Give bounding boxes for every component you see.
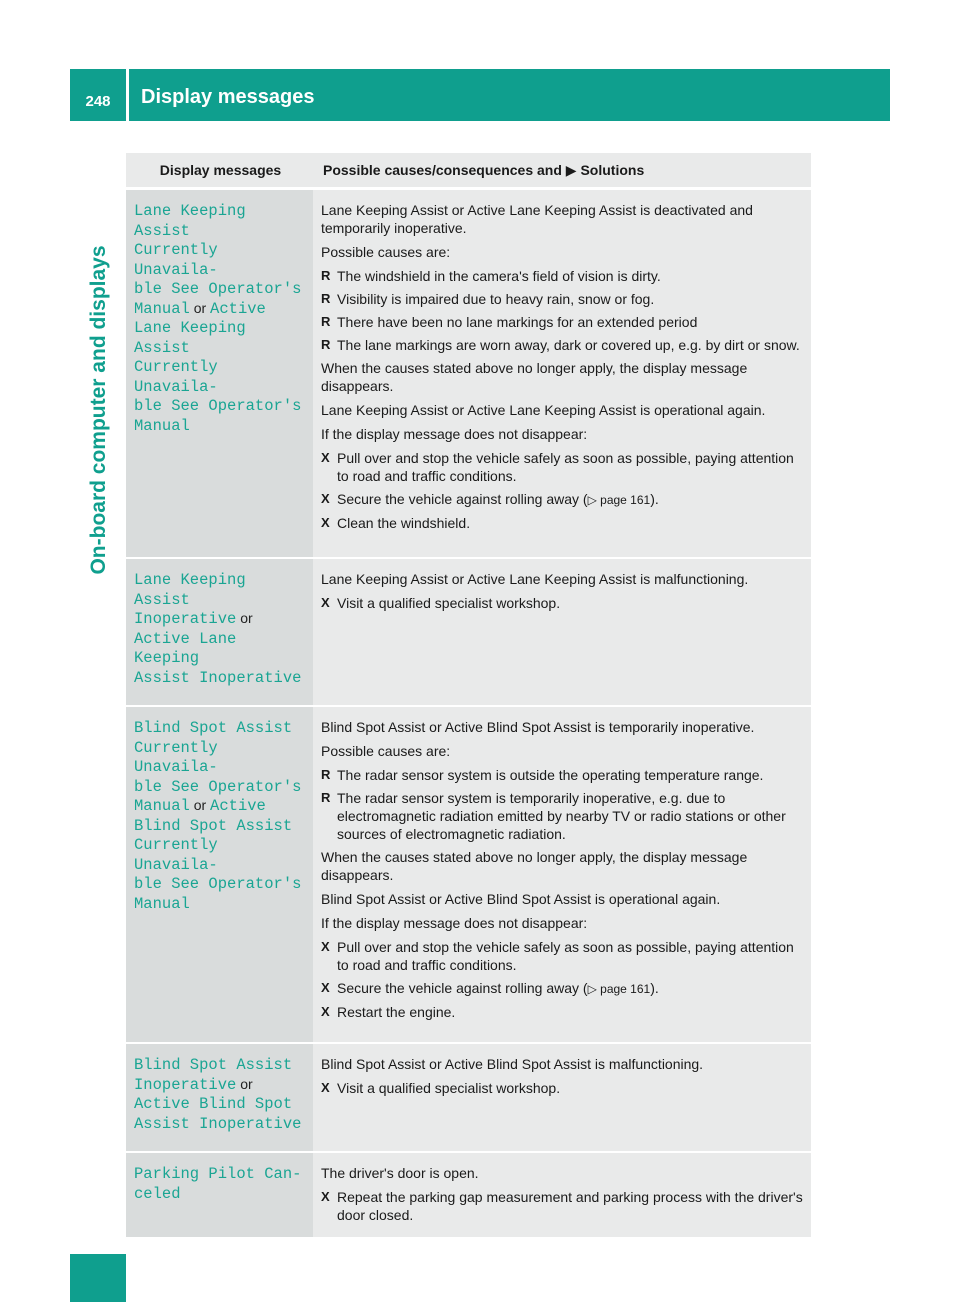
display-message-text: Blind Spot Assist	[134, 816, 293, 835]
display-message-text: ble See Operator's	[134, 280, 302, 298]
display-message-text: Blind Spot Assist	[134, 1056, 293, 1074]
item-text: There have been no lane markings for an extended period	[337, 314, 698, 330]
step-arrow-icon: X	[321, 1080, 330, 1095]
table-row	[126, 558, 811, 706]
step-arrow-icon: X	[321, 939, 330, 954]
display-message-text: Inoperative	[134, 610, 237, 628]
solution-cell	[313, 1043, 811, 1152]
item-text: The radar sensor system is outside the operating temperature range.	[337, 767, 764, 783]
step-arrow-icon: X	[321, 595, 330, 610]
cause-item	[321, 789, 805, 843]
or-connector: or	[193, 299, 207, 316]
item-text: Visit a qualified specialist workshop.	[337, 1080, 561, 1096]
display-message-text: Currently Unavaila‐	[134, 358, 218, 396]
item-text: Secure the vehicle against rolling away (	[337, 980, 588, 996]
display-message-text: Lane Keeping Assist	[134, 202, 246, 240]
display-message-text: Currently Unavaila‐	[134, 836, 218, 874]
table-body	[126, 189, 811, 1239]
description-text: Possible causes are:	[321, 743, 451, 759]
or-connector: or	[240, 610, 253, 626]
step-arrow-icon: X	[321, 450, 330, 465]
display-message-text: Active Lane Keeping	[134, 629, 237, 667]
cause-item	[321, 336, 805, 354]
cause-item	[321, 766, 805, 784]
side-tab-marker	[70, 1254, 126, 1302]
item-text-tail: ).	[650, 980, 659, 996]
display-message-text: Blind Spot Assist	[134, 719, 293, 737]
description-text: Blind Spot Assist or Active Blind Spot Assist is malfunctioning.	[321, 1056, 704, 1072]
display-message-text: Active	[210, 797, 266, 815]
bullet-icon: R	[321, 268, 331, 283]
cause-item	[321, 313, 805, 331]
table-row	[126, 1043, 811, 1152]
cause-item	[321, 290, 805, 308]
description-text: Lane Keeping Assist or Active Lane Keeping Assist is deactivated and temporarily inoperative.	[321, 202, 753, 236]
step-arrow-icon: X	[321, 491, 330, 506]
display-message-cell	[126, 1152, 313, 1238]
side-tab-title: On-board computer and displays	[87, 245, 110, 575]
display-message-text: ble See Operator's	[134, 875, 302, 893]
display-message-cell	[126, 706, 313, 1043]
display-messages-table	[126, 153, 811, 1239]
item-text: Secure the vehicle against rolling away (	[337, 491, 588, 507]
description-text: The driver's door is open.	[321, 1165, 479, 1181]
column-header-prefix: Possible causes/consequences and	[323, 161, 562, 178]
column-header-suffix: Solutions	[580, 161, 645, 178]
bullet-icon: R	[321, 790, 331, 805]
description-text: Lane Keeping Assist or Active Lane Keeping Assist is malfunctioning.	[321, 571, 749, 587]
bullet-icon: R	[321, 291, 331, 306]
item-text: The windshield in the camera's field of vision is dirty.	[337, 268, 661, 284]
solution-step	[321, 1003, 805, 1021]
solution-step	[321, 979, 805, 998]
solution-step	[321, 1079, 805, 1097]
bullet-icon: R	[321, 314, 331, 329]
solution-step	[321, 594, 805, 612]
description-text: If the display message does not disappear:	[321, 915, 588, 931]
display-message-text: Parking Pilot Can‐	[134, 1165, 302, 1183]
solution-step	[321, 1188, 805, 1224]
table-row	[126, 706, 811, 1043]
description-text: When the causes stated above no longer apply, the display message disappears.	[321, 849, 748, 883]
item-text: Clean the windshield.	[337, 515, 471, 531]
bullet-icon: R	[321, 767, 331, 782]
display-message-text: Inoperative	[134, 1075, 237, 1094]
page-number: 248	[85, 92, 111, 110]
page-reference-link: ▷ page 161	[587, 493, 651, 507]
item-text: The radar sensor system is temporarily inoperative, e.g. due to electromagnetic radiation emitted by nearby TV or radio stations or other sources of electromagnetic radiation.	[337, 790, 786, 842]
solution-step	[321, 938, 805, 974]
solution-step	[321, 449, 805, 485]
item-text: Repeat the parking gap measurement and parking process with the driver's door closed.	[337, 1189, 803, 1223]
description-text: If the display message does not disappear:	[321, 426, 588, 442]
item-text: Visit a qualified specialist workshop.	[337, 595, 561, 611]
solution-step	[321, 490, 805, 509]
display-message-text: Assist Inoperative	[134, 1114, 302, 1133]
item-text: The lane markings are worn away, dark or covered up, e.g. by dirt or snow.	[337, 337, 800, 353]
display-message-text: Lane Keeping Assist	[134, 319, 246, 357]
bullet-icon: R	[321, 337, 331, 352]
display-message-text: ble See Operator's	[134, 777, 302, 796]
solution-step	[321, 514, 805, 532]
display-message-text: Manual	[134, 797, 190, 815]
item-text: Pull over and stop the vehicle safely as soon as possible, paying attention to road and traffic conditions.	[337, 450, 794, 484]
display-message-text: ble See Operator's	[134, 397, 302, 415]
table-header-row	[126, 153, 811, 189]
description-text: Blind Spot Assist or Active Blind Spot Assist is temporarily inoperative.	[321, 719, 755, 735]
display-message-text: Active Blind Spot	[134, 1095, 293, 1113]
display-message-text: Assist Inoperative	[134, 668, 302, 687]
or-connector: or	[193, 797, 207, 813]
item-text: Pull over and stop the vehicle safely as soon as possible, paying attention to road and traffic conditions.	[337, 939, 794, 973]
table-row	[126, 1152, 811, 1238]
solution-cell	[313, 1152, 811, 1238]
or-connector: or	[240, 1075, 253, 1092]
step-arrow-icon: X	[321, 1004, 330, 1019]
display-message-text: celed	[134, 1184, 181, 1203]
column-header-display-messages: Display messages	[126, 153, 313, 189]
side-tab-title-box	[84, 225, 114, 595]
item-text: Visibility is impaired due to heavy rain, snow or fog.	[337, 291, 655, 307]
display-message-text: Manual	[134, 416, 190, 435]
table-row	[126, 189, 811, 559]
item-text: Restart the engine.	[337, 1004, 456, 1020]
cause-item	[321, 267, 805, 285]
solution-cell	[313, 558, 811, 706]
display-message-cell	[126, 1043, 313, 1152]
description-text: Possible causes are:	[321, 244, 451, 260]
solution-cell	[313, 189, 811, 559]
display-message-text: Currently Unavaila‐	[134, 738, 218, 776]
display-message-cell	[126, 189, 313, 559]
display-message-cell	[126, 558, 313, 706]
display-message-text: Manual	[134, 299, 190, 318]
display-message-text: Active	[210, 299, 266, 318]
step-arrow-icon: X	[321, 1189, 330, 1204]
display-message-text: Currently Unavaila‐	[134, 241, 218, 279]
display-message-text: Lane Keeping Assist	[134, 571, 246, 609]
description-text: Blind Spot Assist or Active Blind Spot Assist is operational again.	[321, 891, 721, 907]
header-divider	[126, 69, 129, 121]
item-text-tail: ).	[650, 491, 659, 507]
page-reference-link: ▷ page 161	[587, 982, 651, 996]
description-text: Lane Keeping Assist or Active Lane Keeping Assist is operational again.	[321, 402, 766, 418]
step-arrow-icon: X	[321, 980, 330, 995]
column-header-solutions	[313, 153, 811, 189]
step-arrow-icon: X	[321, 515, 330, 530]
solution-cell	[313, 706, 811, 1043]
page-title: Display messages	[141, 86, 315, 108]
description-text: When the causes stated above no longer apply, the display message disappears.	[321, 360, 748, 394]
arrow-icon: ▶	[565, 161, 577, 178]
display-message-text: Manual	[134, 894, 190, 913]
